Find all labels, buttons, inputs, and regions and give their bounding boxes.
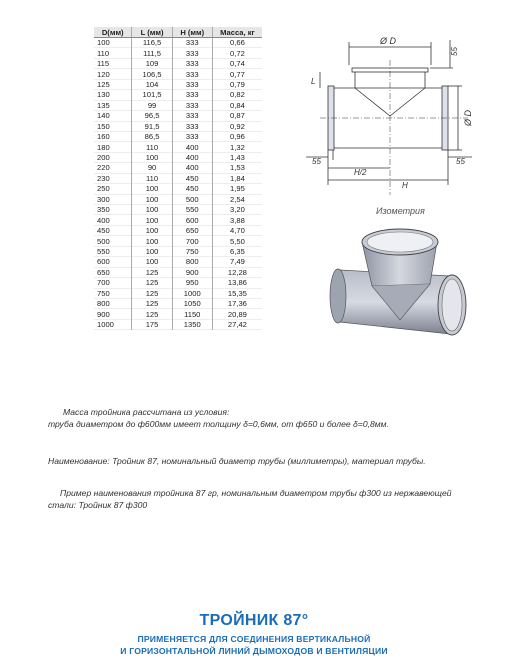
cell-l: 101,5 [132,90,172,100]
cell-l: 125 [132,298,172,308]
cell-l: 106,5 [132,69,172,79]
cell-d: 750 [94,288,132,298]
subtitle-line1: ПРИМЕНЯЕТСЯ ДЛЯ СОЕДИНЕНИЯ ВЕРТИКАЛЬНОЙ [137,634,371,644]
cell-d: 600 [94,257,132,267]
table-row [94,173,262,183]
cell-l: 86,5 [132,131,172,141]
col-header-d: D(мм) [94,27,132,38]
cell-mass: 6,35 [230,246,245,256]
cell-h: 650 [172,225,212,235]
cell-d: 400 [94,215,132,225]
cell-d: 180 [94,142,132,152]
cell-h: 1350 [172,319,212,329]
cell-l: 109 [132,58,172,68]
cell-h: 333 [172,38,212,48]
cell-l: 104 [132,79,172,89]
cell-mass: 1,95 [230,184,245,194]
spec-table-body [94,38,262,330]
cell-mass: 0,92 [230,121,245,131]
cell-d: 130 [94,90,132,100]
cell-mass: 20,89 [227,309,247,319]
cell-l: 100 [132,236,172,246]
cell-mass: 27,42 [227,320,247,330]
cell-h: 1050 [172,298,212,308]
cell-mass: 0,66 [230,38,245,48]
cell-h: 333 [172,48,212,58]
cell-l: 116,5 [132,38,172,48]
dim-label-top-d: Ø D [380,36,397,46]
cell-h: 333 [172,90,212,100]
table-row [94,236,262,246]
cell-h: 450 [172,184,212,194]
table-row [94,111,262,121]
table-row [94,319,262,329]
table-row [94,205,262,215]
table-row [94,48,262,58]
cell-l: 96,5 [132,111,172,121]
cell-mass: 1,84 [230,173,245,183]
cell-d: 140 [94,111,132,121]
cell-l: 100 [132,194,172,204]
cell-mass: 4,70 [230,226,245,236]
cell-mass: 0,96 [230,132,245,142]
dim-label-55-left: 55 [312,157,321,166]
cell-h: 750 [172,246,212,256]
table-row [94,121,262,131]
cell-d: 650 [94,267,132,277]
cell-mass: 15,35 [227,288,247,298]
table-row [94,142,262,152]
table-row [94,69,262,79]
cell-mass: 13,86 [227,278,247,288]
cell-h: 1000 [172,288,212,298]
example-note-line1: Пример наименования тройника 87 гр, номинальным диаметром трубы ф300 из нержавеющей [60,488,452,498]
table-row [94,100,262,110]
cell-l: 125 [132,288,172,298]
cell-h: 400 [172,142,212,152]
table-row [94,38,262,48]
cell-d: 220 [94,163,132,173]
cell-h: 1150 [172,309,212,319]
cell-h: 450 [172,173,212,183]
cell-l: 100 [132,184,172,194]
cell-h: 400 [172,163,212,173]
spec-table [94,27,262,330]
cell-d: 300 [94,194,132,204]
cell-mass: 1,32 [230,142,245,152]
cell-mass: 2,54 [230,194,245,204]
naming-note: Наименование: Тройник 87, номинальный диаметр трубы (миллиметры), материал трубы. [48,456,426,466]
cell-mass: 5,50 [230,236,245,246]
col-header-h: H (мм) [172,27,212,38]
cell-mass: 1,43 [230,153,245,163]
cell-h: 333 [172,121,212,131]
dim-label-55-right: 55 [456,157,465,166]
cell-l: 125 [132,278,172,288]
cell-l: 100 [132,215,172,225]
table-row [94,298,262,308]
example-note-line2: стали: Тройник 87 ф300 [48,500,148,510]
col-header-l: L (мм) [132,27,172,38]
cell-mass: 3,20 [230,205,245,215]
cell-l: 100 [132,205,172,215]
cell-d: 230 [94,173,132,183]
tee-technical-drawing [300,20,480,195]
cell-h: 550 [172,205,212,215]
cell-l: 125 [132,267,172,277]
cell-d: 115 [94,58,132,68]
cell-l: 100 [132,246,172,256]
table-row [94,257,262,267]
table-row [94,246,262,256]
cell-l: 125 [132,309,172,319]
page-title: ТРОЙНИК 87° [199,612,309,629]
cell-mass: 17,36 [227,299,247,309]
cell-h: 333 [172,69,212,79]
dim-label-h-half: H/2 [354,168,367,177]
cell-l: 110 [132,142,172,152]
cell-h: 333 [172,131,212,141]
cell-mass: 0,84 [230,100,245,110]
mass-note-line2: труба диаметром до ф600мм имеет толщину δ=0,6мм, от ф650 и более δ=0,8мм. [48,419,389,429]
cell-h: 950 [172,278,212,288]
cell-d: 110 [94,48,132,58]
cell-mass: 0,74 [230,59,245,69]
cell-mass: 0,77 [230,69,245,79]
cell-d: 800 [94,298,132,308]
cell-h: 500 [172,194,212,204]
cell-d: 500 [94,236,132,246]
dim-label-h: H [402,181,408,190]
cell-mass: 0,82 [230,90,245,100]
cell-mass: 0,79 [230,79,245,89]
cell-d: 700 [94,278,132,288]
table-row [94,79,262,89]
cell-d: 900 [94,309,132,319]
cell-h: 700 [172,236,212,246]
dim-label-55-top: 55 [450,47,459,56]
mass-note-line1: Масса тройника рассчитана из условия: [63,407,230,417]
cell-l: 100 [132,225,172,235]
table-row [94,309,262,319]
cell-l: 100 [132,257,172,267]
cell-d: 200 [94,152,132,162]
cell-mass: 3,88 [230,215,245,225]
table-row [94,194,262,204]
cell-h: 333 [172,79,212,89]
cell-d: 120 [94,69,132,79]
cell-d: 250 [94,184,132,194]
cell-l: 91,5 [132,121,172,131]
cell-d: 350 [94,205,132,215]
iso-caption: Изометрия [376,206,425,216]
cell-mass: 12,28 [227,267,247,277]
table-row [94,225,262,235]
dim-label-side-d: Ø D [463,109,473,126]
cell-d: 550 [94,246,132,256]
table-row [94,58,262,68]
cell-l: 90 [132,163,172,173]
cell-d: 135 [94,100,132,110]
cell-l: 100 [132,152,172,162]
cell-l: 175 [132,319,172,329]
cell-h: 333 [172,111,212,121]
col-header-mass: Масса, кг [212,27,262,38]
cell-mass: 7,49 [230,257,245,267]
dim-label-l: L [311,77,316,86]
cell-h: 333 [172,100,212,110]
cell-h: 900 [172,267,212,277]
cell-d: 160 [94,131,132,141]
cell-h: 600 [172,215,212,225]
cell-l: 99 [132,100,172,110]
cell-mass: 0,72 [230,48,245,58]
cell-l: 110 [132,173,172,183]
table-row [94,152,262,162]
table-row [94,184,262,194]
spec-table-header [94,27,262,38]
cell-d: 125 [94,79,132,89]
cell-d: 100 [94,38,132,48]
tee-isometric-view [322,222,472,340]
cell-h: 333 [172,58,212,68]
table-row [94,278,262,288]
table-row [94,131,262,141]
table-row [94,215,262,225]
cell-mass: 0,87 [230,111,245,121]
cell-d: 1000 [94,319,132,329]
table-row [94,267,262,277]
subtitle-line2: И ГОРИЗОНТАЛЬНОЙ ЛИНИЙ ДЫМОХОДОВ И ВЕНТИЛЯЦИИ [120,646,388,656]
cell-l: 111,5 [132,48,172,58]
table-row [94,163,262,173]
cell-d: 450 [94,225,132,235]
cell-h: 800 [172,257,212,267]
cell-mass: 1,53 [230,163,245,173]
cell-h: 400 [172,152,212,162]
cell-d: 150 [94,121,132,131]
table-row [94,90,262,100]
table-row [94,288,262,298]
